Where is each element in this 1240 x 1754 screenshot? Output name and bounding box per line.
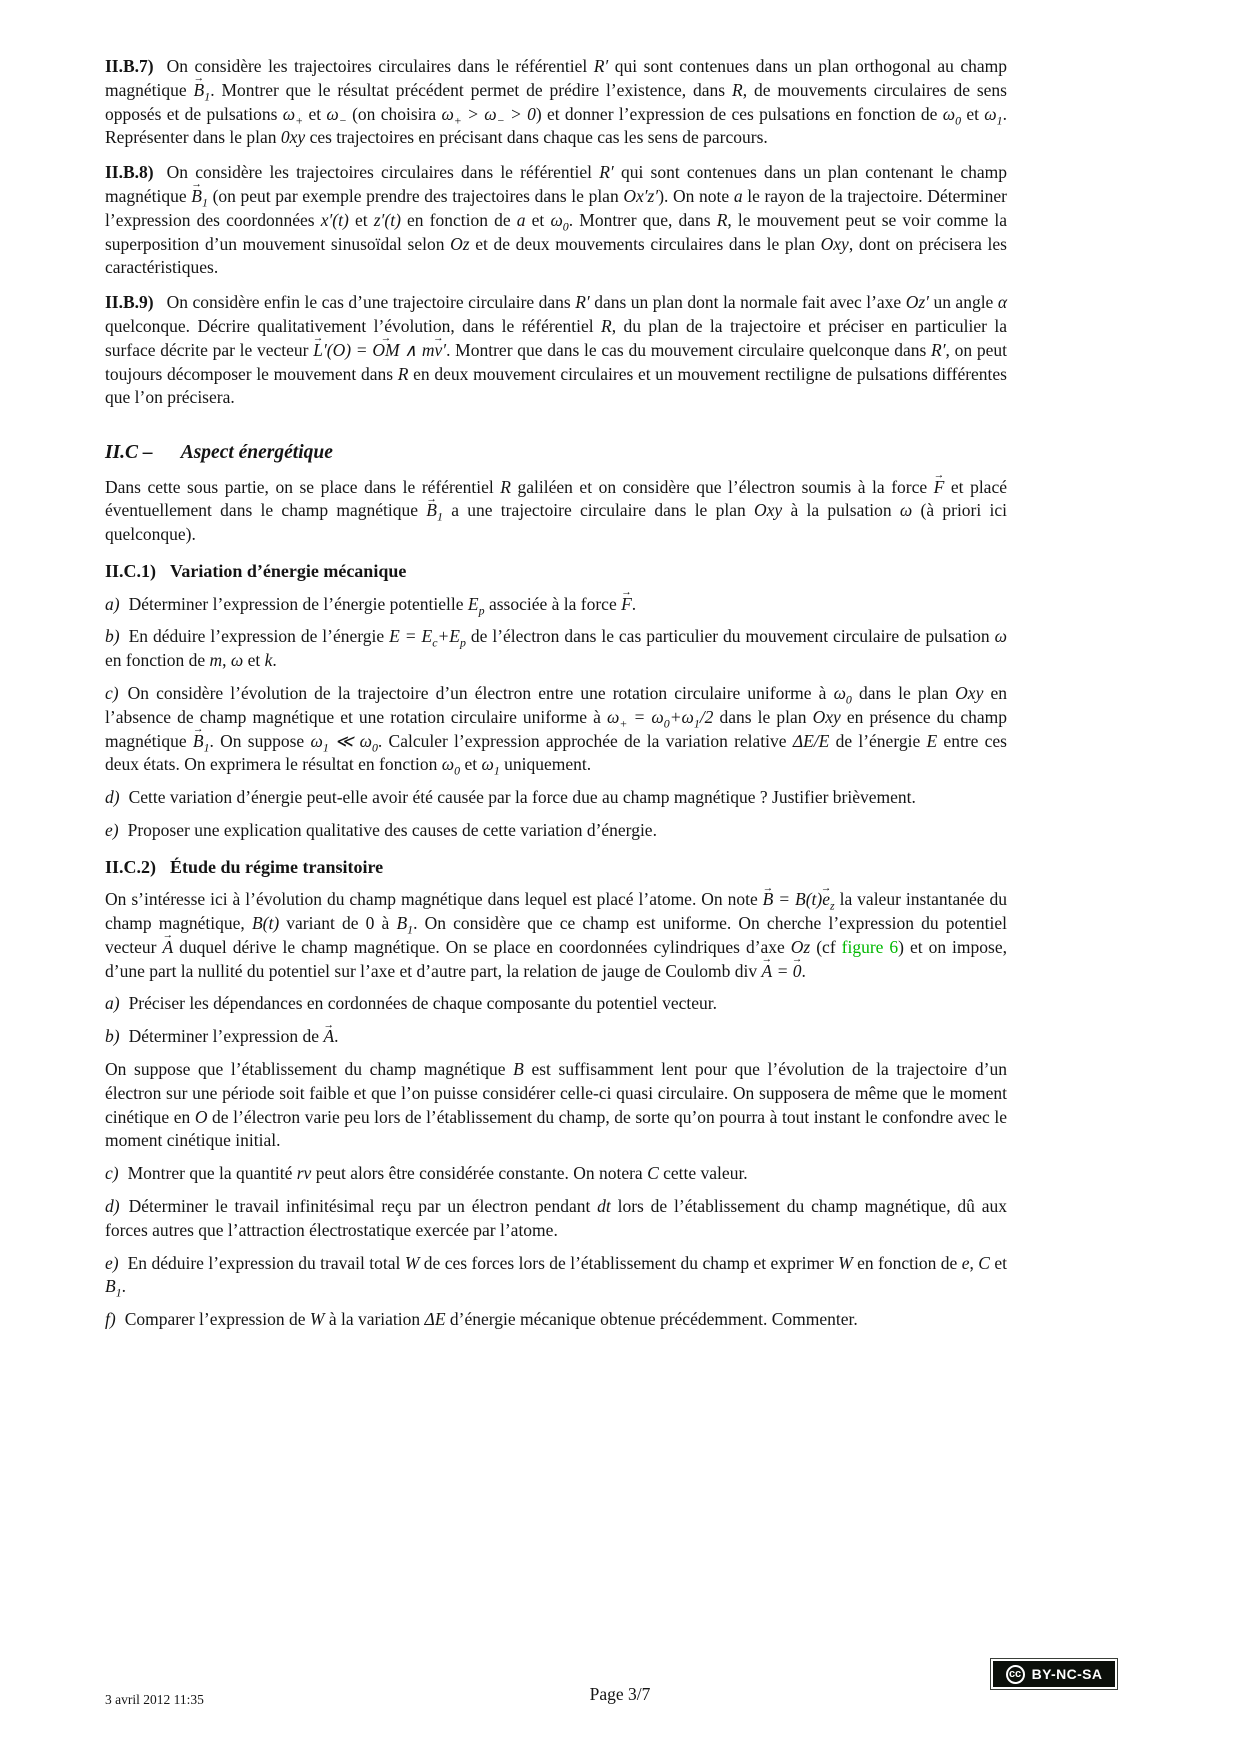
- cc-license-badge[interactable]: [990, 1658, 1118, 1690]
- block-text: On suppose que l’établissement du champ magnétique B est suffisamment lent pour que l’évolution de la trajectoire d’un électron sur une période soit faible et que l’on puisse considérer celle-ci quasi circulaire. On supposera de même que le moment cinétique en O de l’électron varie peu lors de l’établissement du champ, de sorte qu’on pourra à tout instant le confondre avec le moment cinétique initial.: [105, 1058, 1007, 1151]
- item-paragraph: [105, 786, 1007, 810]
- block-label: f): [105, 1309, 116, 1330]
- block-text: Proposer une explication qualitative des causes de cette variation d’énergie.: [127, 819, 657, 840]
- block-text: On considère enfin le cas d’une trajectoire circulaire dans R′ dans un plan dont la normale fait avec l’axe Oz′ un angle α quelconque. Décrire qualitativement l’évolution, dans le référentiel R, du plan de la trajectoire et préciser en particulier la surface décrite par le vecteur → L′(O) = → OM ∧ m→ v′. Montrer que dans le cas du mouvement circulaire quelconque dans R′, on peut toujours décomposer le mouvement dans R en deux mouvement circulaires et un mouvement rectiligne de pulsations différentes que l’on précisera.: [105, 292, 1007, 407]
- block-text: On considère l’évolution de la trajectoire d’un électron entre une rotation circulaire uniforme à $\omega_0$ dans le plan Oxy en l’absence de champ magnétique et une rotation circulaire uniforme à $\omega_+ = \omega_0+\omega_1/2$ dans le plan Oxy en présence du champ magnétique → $B_1$. On suppose $\omega_1$ ≪ $\omega_0$. Calculer l’expression approchée de la variation relative ΔE/E de l’énergie E entre ces deux états. On exprimera le résultat en fonction $\omega_0$ et $\omega_1$ uniquement.: [105, 683, 1007, 774]
- block-label: II.B.7): [105, 56, 154, 76]
- section-heading: [105, 440, 1007, 467]
- block-label: II.B.8): [105, 162, 154, 183]
- block-title: Variation d’énergie mécanique: [170, 561, 407, 582]
- item-paragraph: [105, 1025, 1007, 1049]
- block-label: II.C.2): [105, 856, 157, 877]
- question-paragraph: [105, 291, 1007, 410]
- block-text: Cette variation d’énergie peut-elle avoir été causée par la force due au champ magnétique ? Justifier brièvement.: [128, 787, 916, 808]
- paragraph: [105, 476, 1007, 547]
- block-label: c): [105, 682, 119, 703]
- block-label: d): [105, 787, 120, 808]
- block-text: Comparer l’expression de W à la variation ΔE d’énergie mécanique obtenue précédemment. Commenter.: [124, 1309, 858, 1330]
- block-text: Déterminer l’expression de l’énergie potentielle $E_p$ associée à la force → F.: [129, 594, 637, 614]
- item-paragraph: [105, 593, 1007, 617]
- item-paragraph: [105, 992, 1007, 1016]
- item-paragraph: [105, 1195, 1007, 1243]
- block-text: Déterminer le travail infinitésimal reçu par un électron pendant dt lors de l’établissement du champ magnétique, dû aux forces autres que l’attraction électrostatique exercée par l’atome.: [105, 1195, 1007, 1240]
- block-label: II.C.1): [105, 561, 157, 582]
- item-paragraph: [105, 682, 1007, 777]
- question-paragraph: [105, 55, 1007, 150]
- block-title: Aspect énergétique: [180, 442, 333, 464]
- block-text: Dans cette sous partie, on se place dans le référentiel R galiléen et on considère que l’électron soumis à la force → F et placé éventuellement dans le champ magnétique → $B_1$ a une trajectoire circulaire dans le plan Oxy à la pulsation ω (à priori ici quelconque).: [105, 477, 1007, 545]
- block-text: Préciser les dépendances en cordonnées de chaque composante du potentiel vecteur.: [128, 993, 718, 1014]
- block-label: a): [105, 993, 120, 1014]
- block-label: d): [105, 1195, 120, 1216]
- paragraph: [105, 888, 1007, 983]
- item-paragraph: [105, 819, 1007, 843]
- paragraph: [105, 1058, 1007, 1153]
- question-paragraph: [105, 161, 1007, 280]
- block-label: b): [105, 1026, 120, 1047]
- footer-page-number: Page 3/7: [589, 1684, 651, 1704]
- item-paragraph: [105, 1162, 1007, 1186]
- block-text: On considère les trajectoires circulaires dans le référentiel R′ qui sont contenues dans un plan contenant le champ magnétique → $B_1$ (on peut par exemple prendre des trajectoires dans le plan Ox′z′). On note a le rayon de la trajectoire. Déterminer l’expression des coordonnées x′(t) et z′(t) en fonction de a et $\omega_0$. Montrer que, dans R, le mouvement peut se voir comme la superposition d’un mouvement sinusoïdal selon Oz et de deux mouvements circulaires dans le plan Oxy, dont on précisera les caractéristiques.: [105, 162, 1007, 277]
- block-text: En déduire l’expression du travail total W de ces forces lors de l’établissement du champ et exprimer W en fonction de e, C et $B_1$.: [105, 1252, 1008, 1300]
- block-text: Montrer que la quantité rv peut alors être considérée constante. On notera C cette valeur.: [127, 1163, 748, 1184]
- footer-timestamp: 3 avril 2012 11:35: [105, 1692, 204, 1707]
- block-text: Déterminer l’expression de → A.: [129, 1026, 339, 1046]
- block-text: On considère les trajectoires circulaires dans le référentiel R′ qui sont contenues dans un plan orthogonal au champ magnétique → $B_1$. Montrer que le résultat précédent permet de prédire l’existence, dans R, de mouvements circulaires de sens opposés et de pulsations $\omega_+$ et $\omega_-$ (on choisira $\omega_+ > \omega_- > 0$) et donner l’expression de ces pulsations en fonction de $\omega_0$ et $\omega_1$. Représenter dans le plan 0xy ces trajectoires en précisant dans chaque cas les sens de parcours.: [105, 56, 1007, 147]
- cc-license-text: BY-NC-SA: [1031, 1666, 1103, 1682]
- item-paragraph: [105, 625, 1007, 673]
- block-label: c): [105, 1163, 119, 1184]
- item-paragraph: [105, 1308, 1007, 1332]
- item-paragraph: [105, 1252, 1007, 1300]
- block-label: e): [105, 819, 119, 840]
- block-title: Étude du régime transitoire: [170, 856, 384, 877]
- block-label: b): [105, 626, 120, 647]
- creative-commons-icon: cc: [1006, 1665, 1025, 1684]
- document-content: [105, 44, 1007, 1332]
- block-label: e): [105, 1252, 119, 1273]
- subsection-heading: [105, 559, 1007, 583]
- block-label: a): [105, 593, 120, 614]
- block-text: On s’intéresse ici à l’évolution du champ magnétique dans lequel est placé l’atome. On note → $B = B(t)\to e_z$ la valeur instantanée du champ magnétique, B(t) variant de 0 à $B_1$. On considère que ce champ est uniforme. On cherche l’expression du potentiel vecteur → A duquel dérive le champ magnétique. On se place en coordonnées cylindriques d’axe Oz (cf figure 6) et on impose, d’une part la nullité du potentiel sur l’axe et d’autre part, la relation de jauge de Coulomb div → A = → 0.: [105, 889, 1007, 980]
- figure-reference-link[interactable]: figure 6: [841, 936, 899, 957]
- block-label: II.B.9): [105, 292, 154, 313]
- block-text: En déduire l’expression de l’énergie $E = E_c+E_p$ de l’électron dans le cas particulier du mouvement circulaire de pulsation ω en fonction de m, ω et k.: [105, 626, 1007, 671]
- subsection-heading: [105, 855, 1007, 879]
- block-label: II.C –: [105, 442, 153, 464]
